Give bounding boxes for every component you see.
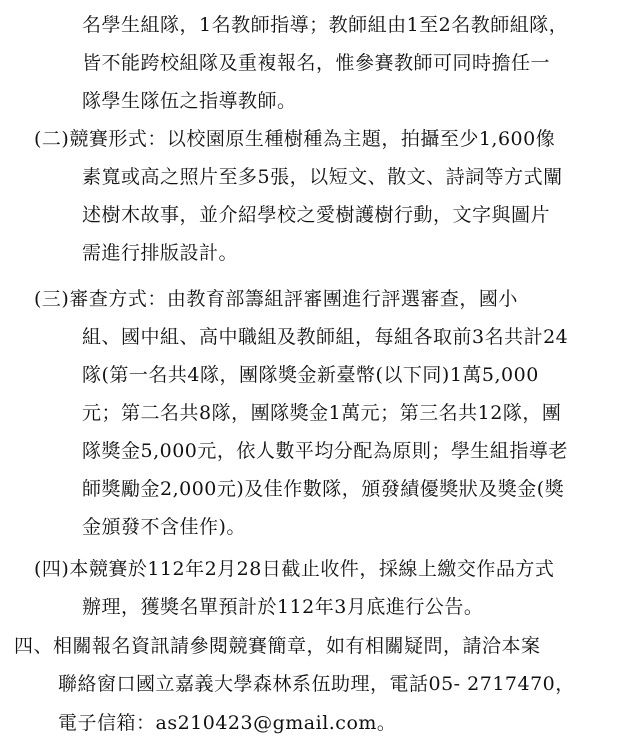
section4-line-3: 電子信箱：as210423@gmail.com。 — [58, 712, 397, 734]
item3-line-6: 師獎勵金2,000元)及佳作數隊，頒發績優獎狀及獎金(獎 — [82, 478, 565, 500]
item4-line-1: (四)本競賽於112年2月28日截止收件，採線上繳交作品方式 — [34, 558, 555, 580]
item3-line-2: 組、國中組、高中職組及教師組，每組各取前3名共計24 — [82, 326, 569, 348]
item3-line-1: (三)審查方式：由教育部籌組評審團進行評選審查，國小 — [34, 288, 518, 310]
item2-line-4: 需進行排版設計。 — [82, 242, 239, 264]
item3-line-5: 隊獎金5,000元，依人數平均分配為原則；學生組指導老 — [82, 440, 568, 462]
section4-line-2: 聯絡窗口國立嘉義大學森林系伍助理，電話05- 2717470， — [58, 673, 575, 695]
item1-line-3: 隊學生隊伍之指導教師。 — [82, 90, 297, 112]
item1-line-2: 皆不能跨校組隊及重複報名，惟參賽教師可同時擔任一 — [82, 52, 551, 74]
item2-line-2: 素寬或高之照片至多5張，以短文、散文、詩詞等方式闡 — [82, 166, 563, 188]
item3-line-3: 隊(第一名共4隊，團隊獎金新臺幣(以下同)1萬5,000 — [82, 364, 539, 386]
item4-line-2: 辦理，獲獎名單預計於112年3月底進行公告。 — [82, 596, 484, 618]
item3-line-4: 元；第二名共8隊，團隊獎金1萬元；第三名共12隊，團 — [82, 402, 562, 424]
item2-line-1: (二)競賽形式：以校園原生種樹種為主題，拍攝至少1,600像 — [34, 128, 556, 150]
item2-line-3: 述樹木故事，並介紹學校之愛樹護樹行動，文字與圖片 — [82, 204, 551, 226]
section4-line-1: 四、相關報名資訊請參閱競賽簡章，如有相關疑問，請洽本案 — [14, 635, 541, 657]
item3-line-7: 金頒發不含佳作)。 — [82, 516, 246, 538]
item1-line-1: 名學生組隊，1名教師指導；教師組由1至2名教師組隊， — [82, 14, 569, 36]
